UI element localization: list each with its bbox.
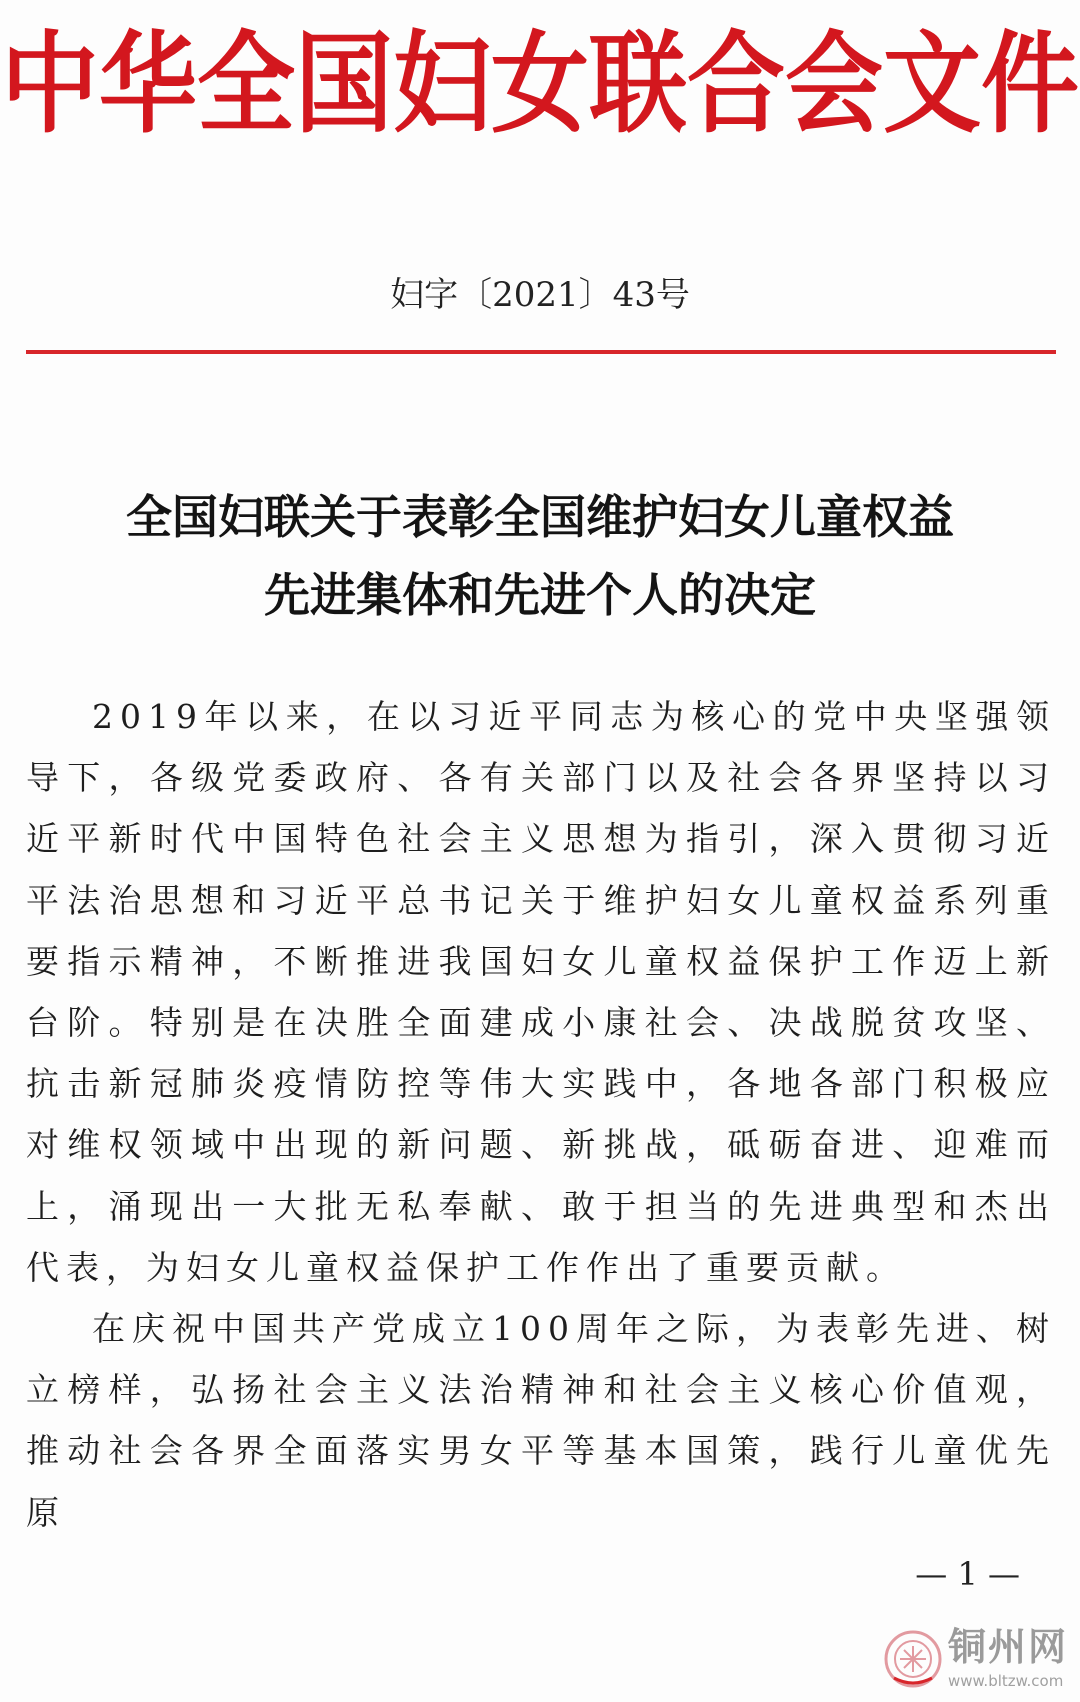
title-line-2: 先进集体和先进个人的决定	[264, 568, 816, 622]
site-logo-icon	[882, 1628, 944, 1690]
watermark-site-name: 铜州网	[948, 1625, 1069, 1669]
page-number: — 1 —	[915, 1555, 1020, 1593]
document-number: 妇字〔2021〕43号	[390, 275, 690, 315]
document-title	[0, 478, 1080, 634]
masthead-title: 中华全国妇女联合会文件	[0, 21, 1079, 150]
watermark-site-url: www.bltzw.com	[948, 1672, 1064, 1690]
document-body	[26, 686, 1056, 1543]
red-divider	[26, 350, 1056, 354]
body-paragraph-1: 2019年以来，在以习近平同志为核心的党中央坚强领导下，各级党委政府、各有关部门以及社会各界坚持以习近平新时代中国特色社会主义思想为指引，深入贯彻习近平法治思想和习近平总书记关于维护妇女儿童权益系列重要指示精神，不断推进我国妇女儿童权益保护工作迈上新台阶。特别是在决胜全面建成小康社会、决战脱贫攻坚、抗击新冠肺炎疫情防控等伟大实践中，各地各部门积极应对维权领域中出现的新问题、新挑战，砥砺奋进、迎难而上，涌现出一大批无私奉献、敢于担当的先进典型和杰出代表，为妇女儿童权益保护工作作出了重要贡献。	[26, 697, 1056, 1287]
site-watermark	[882, 1622, 1072, 1698]
body-paragraph-2: 在庆祝中国共产党成立100周年之际，为表彰先进、树立榜样，弘扬社会主义法治精神和社会主义核心价值观，推动社会各界全面落实男女平等基本国策，践行儿童优先原	[26, 1309, 1056, 1532]
title-line-1: 全国妇联关于表彰全国维护妇女儿童权益	[126, 490, 954, 544]
